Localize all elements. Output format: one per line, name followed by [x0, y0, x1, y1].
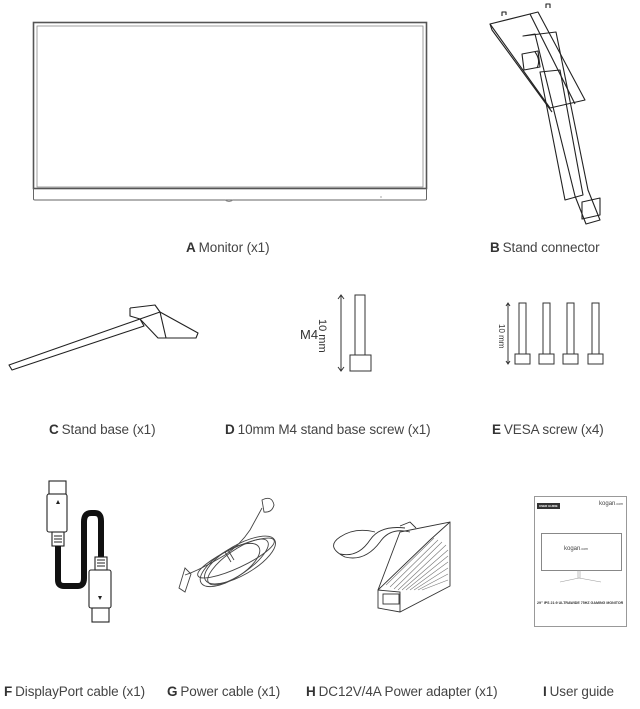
item-label: 10mm M4 stand base screw (x1): [237, 422, 431, 437]
brand-suffix: .com: [615, 502, 623, 506]
item-label: VESA screw (x4): [503, 422, 604, 437]
item-letter: E: [492, 422, 501, 437]
caption-e: [492, 422, 604, 437]
screw-length-label: 10 mm: [316, 319, 328, 353]
item-label: DC12V/4A Power adapter (x1): [318, 684, 498, 699]
brand-text: kogan: [564, 546, 581, 552]
item-letter: F: [4, 684, 13, 699]
item-letter: G: [167, 684, 178, 699]
user-guide-title: 29" IPS 21:9 ULTRAWIDE 75HZ GAMING MONITOR: [537, 601, 624, 605]
caption-c: [49, 422, 155, 437]
caption-f: [4, 684, 145, 699]
caption-g: [167, 684, 280, 699]
item-letter: B: [490, 240, 500, 255]
screw-thread-label: M4: [300, 327, 319, 342]
item-label: Stand connector: [502, 240, 600, 255]
item-label: Stand base (x1): [61, 422, 156, 437]
caption-b: [490, 240, 599, 255]
brand-suffix: .com: [580, 547, 588, 551]
item-label: Power cable (x1): [180, 684, 281, 699]
caption-a: [186, 240, 269, 255]
item-letter: A: [186, 240, 196, 255]
item-letter: D: [225, 422, 235, 437]
user-guide-icon: [534, 496, 627, 627]
caption-d: [225, 422, 431, 437]
vesa-length-label: 10 mm: [497, 324, 506, 349]
item-label: DisplayPort cable (x1): [15, 684, 146, 699]
caption-h: [306, 684, 498, 699]
item-label: User guide: [549, 684, 614, 699]
user-guide-tag: USER GUIDE: [539, 504, 558, 508]
item-letter: H: [306, 684, 316, 699]
caption-i: [543, 684, 614, 699]
item-label: Monitor (x1): [198, 240, 270, 255]
item-letter: C: [49, 422, 59, 437]
item-letter: I: [543, 684, 547, 699]
brand-text: kogan: [599, 501, 616, 507]
